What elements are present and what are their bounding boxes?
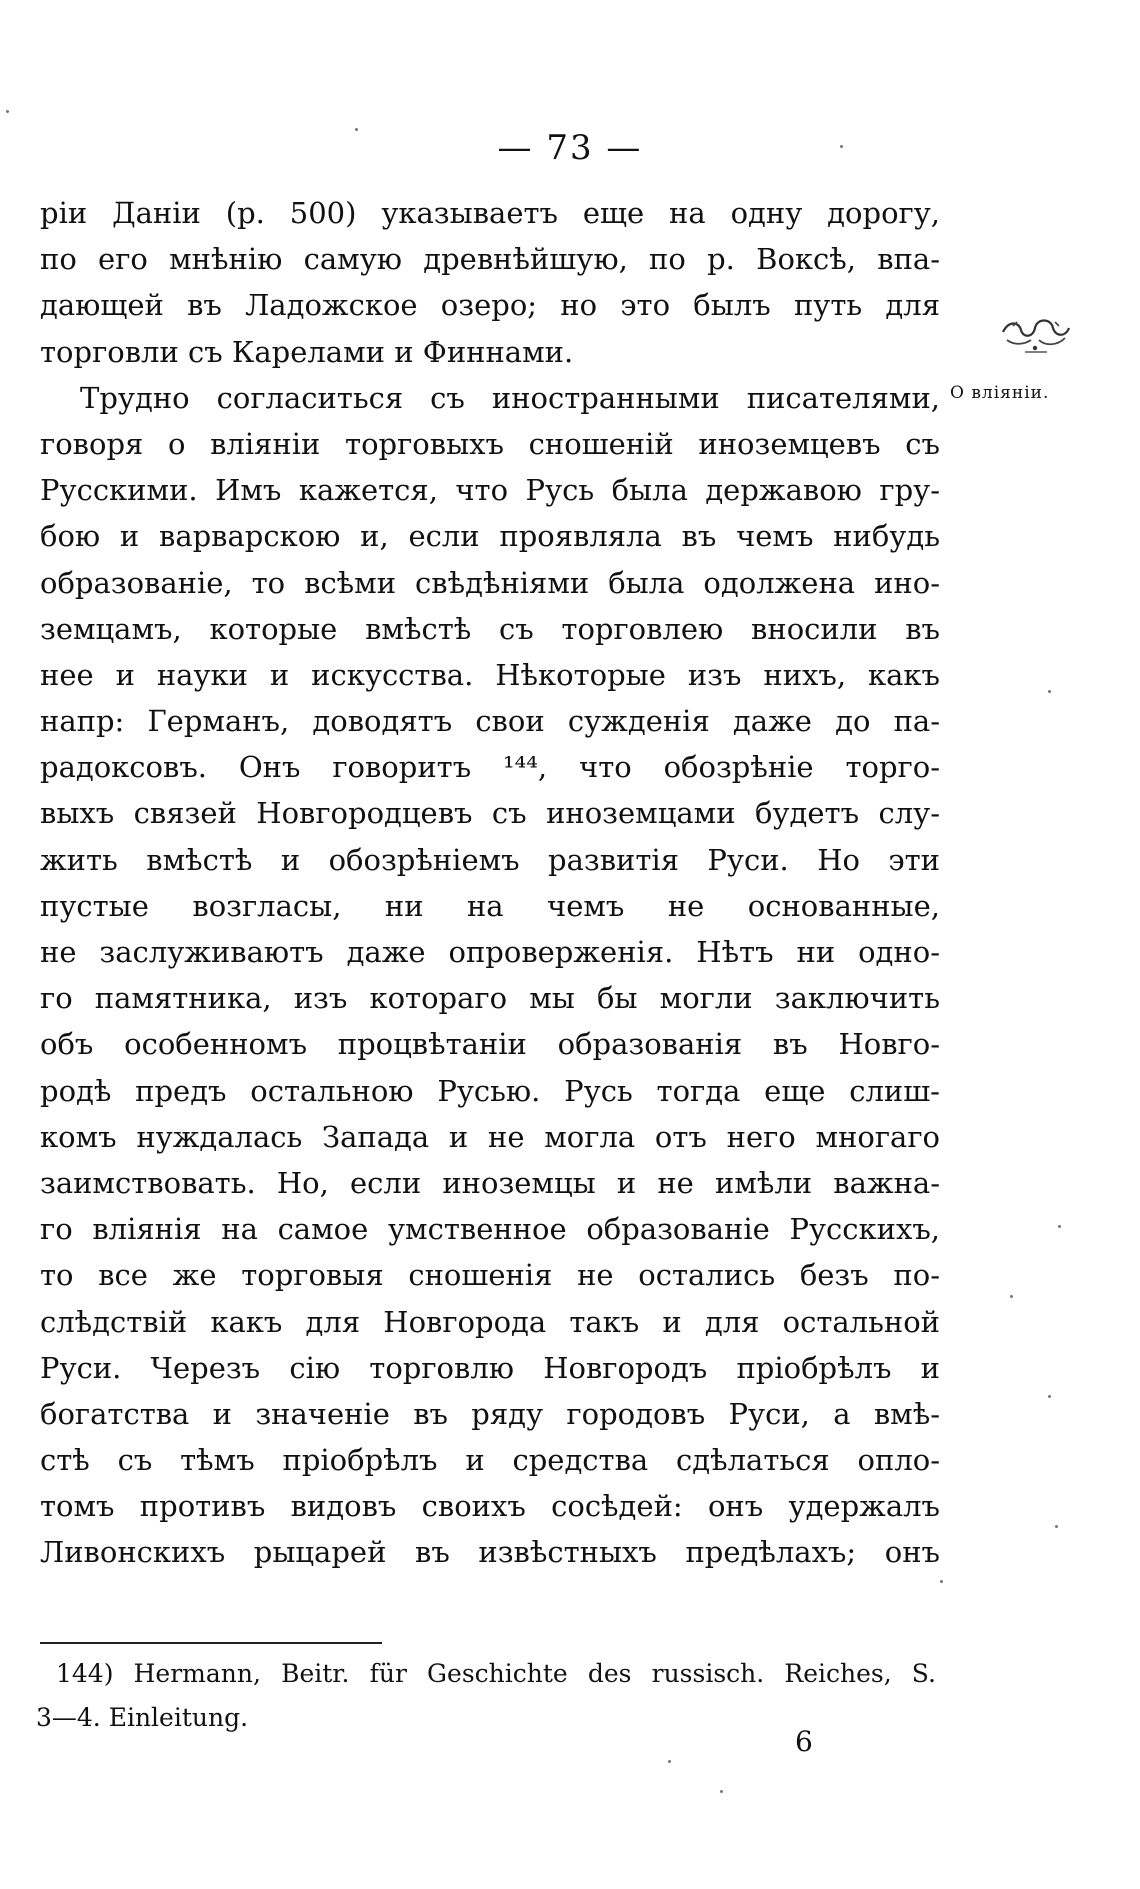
paper-speck [1048,1395,1051,1398]
text-line: то все же торговыя сношенія не остались безъ по- [40,1258,940,1293]
paper-speck [1058,1225,1061,1228]
text-line: говоря о вліяніи торговыхъ сношеній иноземцевъ съ [40,426,940,461]
text-line: земцамъ, которые вмѣстѣ съ торговлею вносили въ [40,611,940,646]
footnote-rule [40,1642,382,1644]
footnote-line: 144) Hermann, Beitr. für Geschichte des russisch. Reiches, S. [56,1659,936,1688]
paper-speck [6,110,9,113]
paper-speck [1010,1295,1013,1298]
text-line: торговли съ Карелами и Финнами. [40,334,574,369]
text-line: пустые возгласы, ни на чемъ не основанные, [40,888,940,923]
footnote-line: 3—4. Einleitung. [36,1703,249,1732]
paper-speck [840,145,843,148]
margin-note: О вліяніи. [950,383,1050,403]
page-number: — 73 — [497,128,643,168]
text-line: ріи Даніи (р. 500) указываетъ еще на одну дорогу, [40,196,940,230]
text-line: стѣ съ тѣмъ пріобрѣлъ и средства сдѣлаться оплo- [40,1443,940,1478]
body-text [40,190,940,1576]
text-line: слѣдствій какъ для Новгорода такъ и для остальной [40,1304,940,1339]
text-line: образованіе, то всѣми свѣдѣніями была одолжена ино- [40,565,940,600]
text-line: радоксовъ. Онъ говоритъ ¹⁴⁴, что обозрѣніе торго- [40,750,940,785]
paper-speck [355,128,358,131]
text-line: дающей въ Ладожское озеро; но это былъ путь для [40,288,940,323]
text-line: Русскими. Имъ кажется, что Русь была державою гру- [40,473,940,508]
printers-ornament-icon [995,310,1075,360]
text-line: жить вмѣстѣ и обозрѣніемъ развитія Руси. Но эти [40,842,940,877]
paper-speck [720,1790,723,1793]
text-line: Трудно согласиться съ иностранными писателями, [80,380,940,415]
text-line: го памятника, изъ котораго мы бы могли заключить [40,981,940,1016]
text-line: по его мнѣнію самую древнѣйшую, по р. Воксѣ, впа- [40,242,940,277]
text-line: богатства и значеніе въ ряду городовъ Руси, а вмѣ- [40,1396,940,1431]
paper-speck [940,1580,943,1583]
paper-speck [1055,1525,1058,1528]
text-line: го вліянія на самое умственное образованіе Русскихъ, [40,1212,940,1247]
text-line: нее и науки и искусства. Нѣкоторые изъ нихъ, какъ [40,657,940,692]
text-line: родѣ предъ остальною Русью. Русь тогда еще слиш- [40,1073,940,1108]
text-line: не заслуживаютъ даже опроверженія. Нѣтъ ни одно- [40,935,940,969]
text-line: томъ противъ видовъ своихъ сосѣдей: онъ удержалъ [40,1489,940,1524]
text-line: бою и варварскою и, если проявляла въ чемъ нибудь [40,519,940,554]
paper-speck [668,1760,671,1763]
signature-mark: 6 [795,1725,813,1758]
text-line: заимствовать. Но, если иноземцы и не имѣли важна- [40,1165,940,1200]
text-line: напр: Германъ, доводятъ свои сужденія даже до па- [40,704,940,739]
text-line: комъ нуждалась Запада и не могла отъ него многаго [40,1119,940,1154]
text-line: Ливонскихъ рыцарей въ извѣстныхъ предѣлахъ; онъ [40,1535,940,1570]
text-line: выхъ связей Новгородцевъ съ иноземцами будетъ слу- [40,796,940,831]
text-line: Руси. Черезъ сію торговлю Новгородъ пріобрѣлъ и [40,1350,940,1385]
paper-speck [1048,690,1051,693]
text-line: объ особенномъ процвѣтаніи образованія въ Новго- [40,1027,940,1062]
